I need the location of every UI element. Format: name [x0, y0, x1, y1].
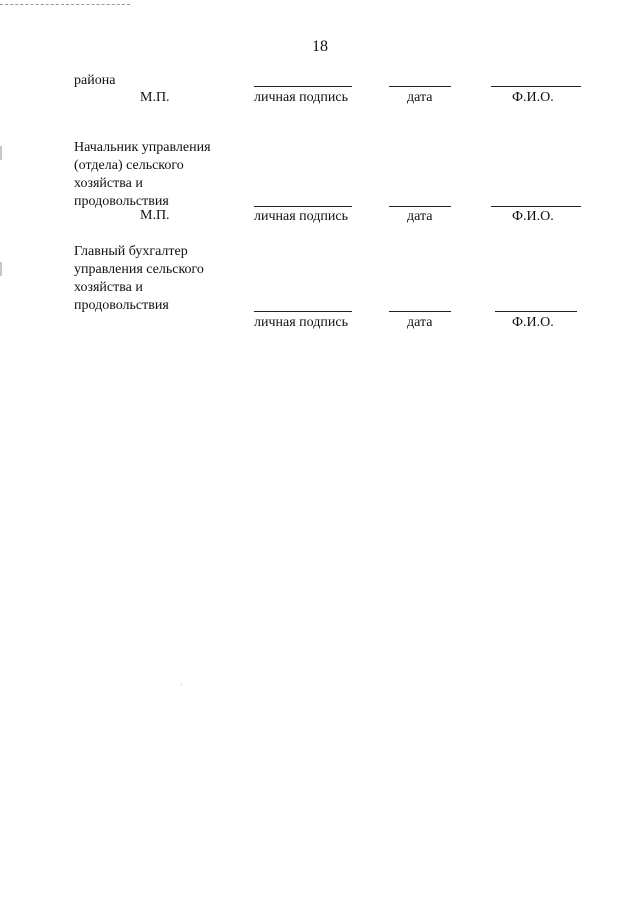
title-line: хозяйства и — [74, 280, 143, 295]
signature-line — [254, 86, 352, 87]
scan-edge-mark — [0, 146, 2, 160]
name-line — [491, 206, 581, 207]
stamp-placeholder: М.П. — [140, 208, 170, 223]
title-line: района — [74, 73, 116, 88]
date-caption: дата — [407, 209, 433, 224]
name-caption: Ф.И.О. — [512, 315, 554, 330]
name-caption: Ф.И.О. — [512, 90, 554, 105]
page-number: 18 — [312, 38, 328, 55]
title-line: Главный бухгалтер — [74, 244, 188, 259]
date-line — [389, 86, 451, 87]
scan-artifact-line — [0, 4, 130, 5]
date-caption: дата — [407, 90, 433, 105]
title-line: (отдела) сельского — [74, 158, 184, 173]
block-3-title — [74, 243, 204, 315]
scan-edge-mark — [0, 262, 2, 276]
title-line: Начальник управления — [74, 140, 211, 155]
name-caption: Ф.И.О. — [512, 209, 554, 224]
name-line — [491, 86, 581, 87]
signature-caption: личная подпись — [254, 90, 348, 105]
date-line — [389, 311, 451, 312]
stamp-placeholder: М.П. — [140, 90, 170, 105]
title-line: хозяйства и — [74, 176, 143, 191]
title-line: управления сельского — [74, 262, 204, 277]
date-caption: дата — [407, 315, 433, 330]
signature-caption: личная подпись — [254, 209, 348, 224]
block-2-title — [74, 139, 211, 211]
title-line: продовольствия — [74, 194, 169, 209]
scan-speck — [181, 684, 182, 685]
name-line — [495, 311, 577, 312]
date-line — [389, 206, 451, 207]
block-1-title — [74, 72, 115, 90]
signature-line — [254, 206, 352, 207]
signature-caption: личная подпись — [254, 315, 348, 330]
signature-line — [254, 311, 352, 312]
title-line: продовольствия — [74, 298, 169, 313]
